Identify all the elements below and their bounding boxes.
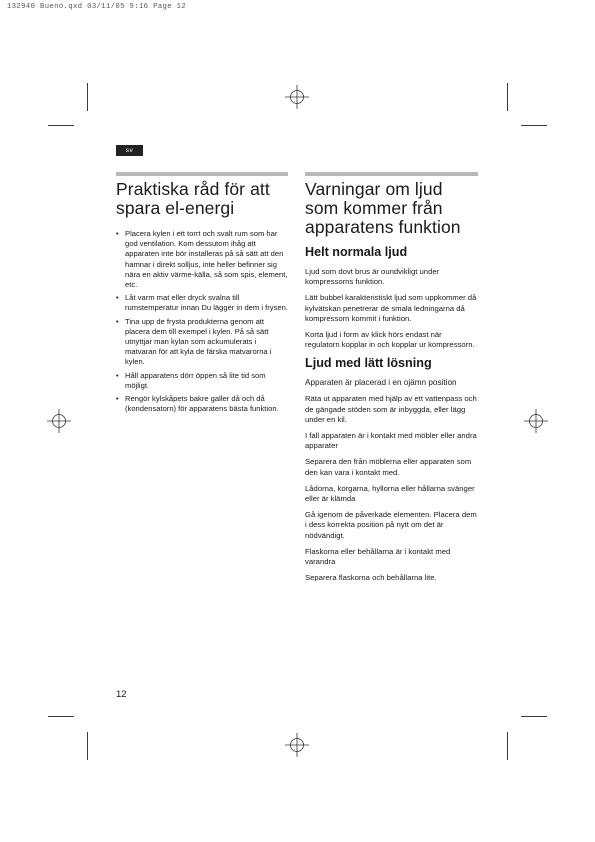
right-column-rule (305, 172, 478, 176)
section-heading-easy-fix-sounds: Ljud med lätt lösning (305, 356, 432, 371)
list-item: • Låt varm mat eller dryck svalna till rumstemperatur innan Du lägger in dem i frysen. (116, 293, 288, 313)
registration-mark-icon (47, 409, 71, 433)
section-heading-normal-sounds: Helt normala ljud (305, 245, 408, 259)
registration-mark-icon (524, 409, 548, 433)
paragraph: Separera flaskorna och behållarna lite. (305, 573, 437, 583)
paragraph: Lätt bubbel karakteristiskt ljud som uppkommer då kylvätskan penetrerar de smala ledningarna då kompressorn kommit i funktion. (305, 293, 477, 323)
page-number: 12 (116, 689, 127, 700)
paragraph: Räta ut apparaten med hjälp av ett vattenpass och de gängade stöden som är inbyggda, eller lägg under en kil. (305, 394, 477, 424)
paragraph: Separera den från möblerna eller apparaten som den kan vara i kontakt med. (305, 457, 472, 477)
left-column-rule (116, 172, 288, 176)
crop-mark (507, 732, 508, 760)
paragraph: Ljud som dovt brus är oundvikligt under kompressorns funktion. (305, 267, 440, 287)
list-item: • Rengör kylskåpets bakre galler då och då (kondensatorn) för apparatens bästa funktion. (116, 394, 288, 414)
list-item: • Tina upp de frysta produkterna genom att placera dem till exempel i kylen. På så sätt utnyttjar man kylan som ackumulerats i matvaran för att kyla de färska matvarorna i kylen. (116, 317, 288, 368)
paragraph: Lådorna, korgarna, hyllorna eller hållarna svänger eller är klämda (305, 483, 475, 504)
crop-mark (48, 716, 74, 717)
print-slug: 132940 Bueno.qxd 03/11/05 9:16 Page 12 (7, 3, 187, 11)
crop-mark (521, 716, 547, 717)
energy-tips-list (116, 229, 288, 414)
crop-mark (521, 125, 547, 126)
language-tag: sv (116, 145, 143, 156)
paragraph: Gå igenom de påverkade elementen. Placera dem i dess korrekta position på nytt om det är nödvändigt. (305, 510, 477, 540)
paragraph: I fall apparaten är i kontakt med möbler eller andra apparater (305, 431, 477, 451)
crop-mark (87, 83, 88, 111)
crop-mark (507, 83, 508, 111)
registration-mark-icon (285, 733, 309, 757)
right-column (305, 180, 478, 583)
right-title: Varningar om ljud som kommer från apparatens funktion (305, 179, 461, 237)
list-item: • Placera kylen i ett torrt och svalt rum som har god ventilation. Kom dessutom ihåg att apparaten inte bör installeras på så sätt att den hamnar i direkt solljus, inte heller befinner sig nära en aktiv värme-källa, så som spis, element, etc. (116, 229, 288, 290)
left-title: Praktiska råd för att spara el-energi (116, 179, 270, 218)
paragraph: Apparaten är placerad i en ojämn position (305, 378, 457, 388)
crop-mark (87, 732, 88, 760)
paragraph: Flaskorna eller behållarna är i kontakt med varandra (305, 546, 451, 567)
registration-mark-icon (285, 85, 309, 109)
left-column (116, 180, 288, 417)
crop-mark (48, 125, 74, 126)
paragraph: Korta ljud i form av klick hörs endast när regulatorn kopplar in och kopplar ur kompressorn. (305, 330, 475, 350)
list-item: • Håll apparatens dörr öppen så lite tid som möjligt. (116, 371, 288, 391)
